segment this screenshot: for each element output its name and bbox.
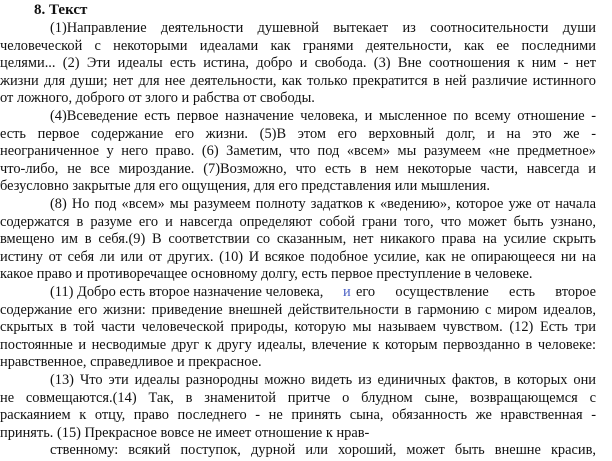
paragraph-line: скрытых в той части человеческой природы, которую мы называем чувством. (12) Есть три [0,319,596,336]
paragraph-line: что-либо, не все мироздание. (7)Возможно, что есть в нем некоторые части, навсегда и [0,160,596,177]
paragraph-line: ственному: всякий поступок, дурной или хороший, может быть внешне красив, [50,442,596,459]
paragraph-line: содержание его жизни: приведение внешней действительности в гармонию с миром идеалов, [0,301,596,318]
paragraph-line: не совмещаются.(14) Так, в знаменитой притче о блудном сыне, возвращающемся с [0,389,596,406]
paragraph-line: есть первое содержание его жизни. (5)В этом его верховный долг, и на это же - [0,125,596,142]
paragraph-line: неограниченное у него право. (6) Заметим, что под «всем» мы разумеем «не предметное» [0,143,596,160]
paragraph-line: содержатся в разуме его и навсегда определяют собой грани того, что может быть узнано, [0,213,596,230]
paragraph-line: целями... (2) Эти идеалы есть истина, добро и свобода. (3) Вне соотношения к ним - нет [0,55,596,72]
paragraph-line: нравственное, справедливое и прекрасное. [0,354,262,371]
paragraph-line: какое право и противоречащее основному долгу, есть первое преступление в человеке. [0,266,533,283]
section-heading: 8. Текст [34,2,88,18]
paragraph-line: постоянные и несводимые друг к другу идеалы, влечение к которым первозданно в человеке: [0,336,596,353]
paragraph-line: (4)Всеведение есть первое назначение человека, и мысленное по всему отношение - [50,108,596,124]
paragraph-line: (13) Что эти идеалы разнородны можно видеть из единичных фактов, в которых они [50,372,596,388]
paragraph-line-part: (11) Добро есть второе назначение человека, [50,284,324,300]
paragraph-line-part: его осуществление есть второе [356,284,596,300]
paragraph-line: безусловно закрытые для его ощущения, для его представления или мышления. [0,178,490,195]
highlighted-conjunction: и [343,284,351,300]
paragraph-line: вмещено им в себя.(9) В соответствии со сказанным, нет никакого права на усилие скрыть [0,231,596,248]
paragraph-line: (1)Направление деятельности душевной вытекает из соотносительности души [50,20,596,36]
paragraph-line: жизни для души; нет для нее деятельности, как только прекратится в ней различие истинного [0,72,596,89]
paragraph-line: принять. (15) Прекрасное вовсе не имеет отношение к нрав- [0,424,370,441]
paragraph-line: истину от себя ли или от других. (10) И всякое подобное усилие, как не опирающееся ни на [0,248,596,265]
paragraph-line: (8) Но под «всем» мы разумеем полноту задатков к «ведению», которое уже от начала [50,196,596,212]
paragraph-line: раскаянием к отцу, право последнего - не принять сына, обязанность же нравственная - [0,407,596,424]
paragraph-line: человеческой с некоторыми идеалами как гранями деятельности, как ее последними [0,37,596,54]
paragraph-line: от ложного, доброго от злого и рабства от свободы. [0,90,315,107]
